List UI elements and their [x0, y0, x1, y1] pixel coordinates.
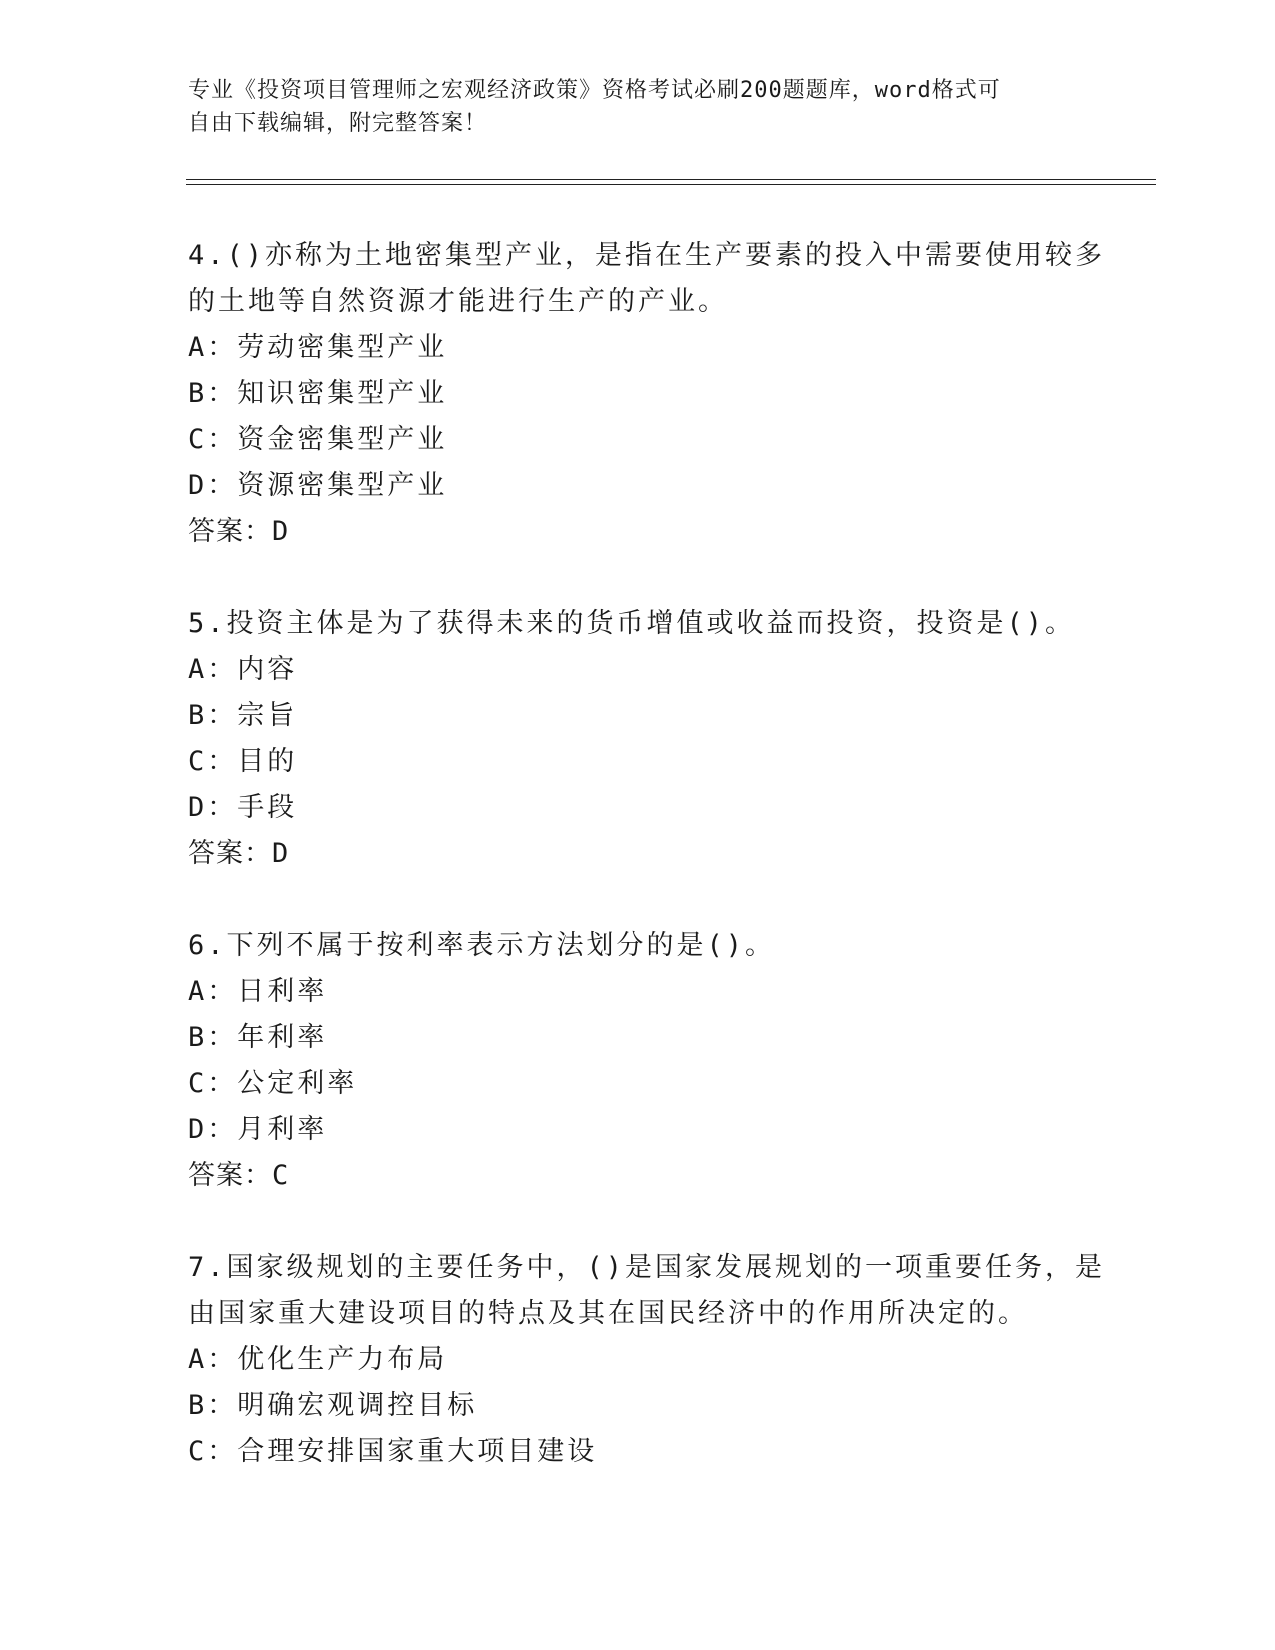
header-line: 专业《投资项目管理师之宏观经济政策》资格考试必刷200题题库，word格式可	[188, 78, 1001, 103]
question-stem: 由国家重大建设项目的特点及其在国民经济中的作用所决定的。	[188, 1298, 1028, 1329]
option-a: A：劳动密集型产业	[188, 332, 448, 363]
option-d: D：月利率	[188, 1114, 328, 1145]
option-a: A：日利率	[188, 976, 328, 1007]
option-d: D：手段	[188, 792, 298, 823]
document-header	[188, 74, 1088, 140]
question-stem: 6.下列不属于按利率表示方法划分的是()。	[188, 930, 776, 961]
option-a: A：内容	[188, 654, 298, 685]
option-b: B：知识密集型产业	[188, 378, 448, 409]
option-d: D：资源密集型产业	[188, 470, 448, 501]
question-5	[188, 601, 1088, 877]
option-b: B：年利率	[188, 1022, 328, 1053]
header-line: 自由下载编辑，附完整答案！	[188, 111, 488, 136]
option-b: B：宗旨	[188, 700, 298, 731]
option-b: B：明确宏观调控目标	[188, 1390, 478, 1421]
option-c: C：目的	[188, 746, 298, 777]
option-c: C：资金密集型产业	[188, 424, 448, 455]
question-stem: 的土地等自然资源才能进行生产的产业。	[188, 286, 728, 317]
question-list	[188, 233, 1106, 1521]
question-6	[188, 923, 1088, 1199]
double-rule-divider	[186, 179, 1156, 185]
question-stem: 5.投资主体是为了获得未来的货币增值或收益而投资，投资是()。	[188, 608, 1076, 639]
option-c: C：公定利率	[188, 1068, 358, 1099]
answer-line: 答案：D	[188, 838, 290, 869]
question-4	[188, 233, 1106, 555]
question-7	[188, 1245, 1106, 1475]
answer-line: 答案：D	[188, 516, 290, 547]
question-stem: 7.国家级规划的主要任务中，()是国家发展规划的一项重要任务，是	[188, 1252, 1106, 1283]
answer-line: 答案：C	[188, 1160, 290, 1191]
question-stem: 4.()亦称为土地密集型产业，是指在生产要素的投入中需要使用较多	[188, 240, 1106, 271]
option-c: C：合理安排国家重大项目建设	[188, 1436, 598, 1467]
option-a: A：优化生产力布局	[188, 1344, 448, 1375]
